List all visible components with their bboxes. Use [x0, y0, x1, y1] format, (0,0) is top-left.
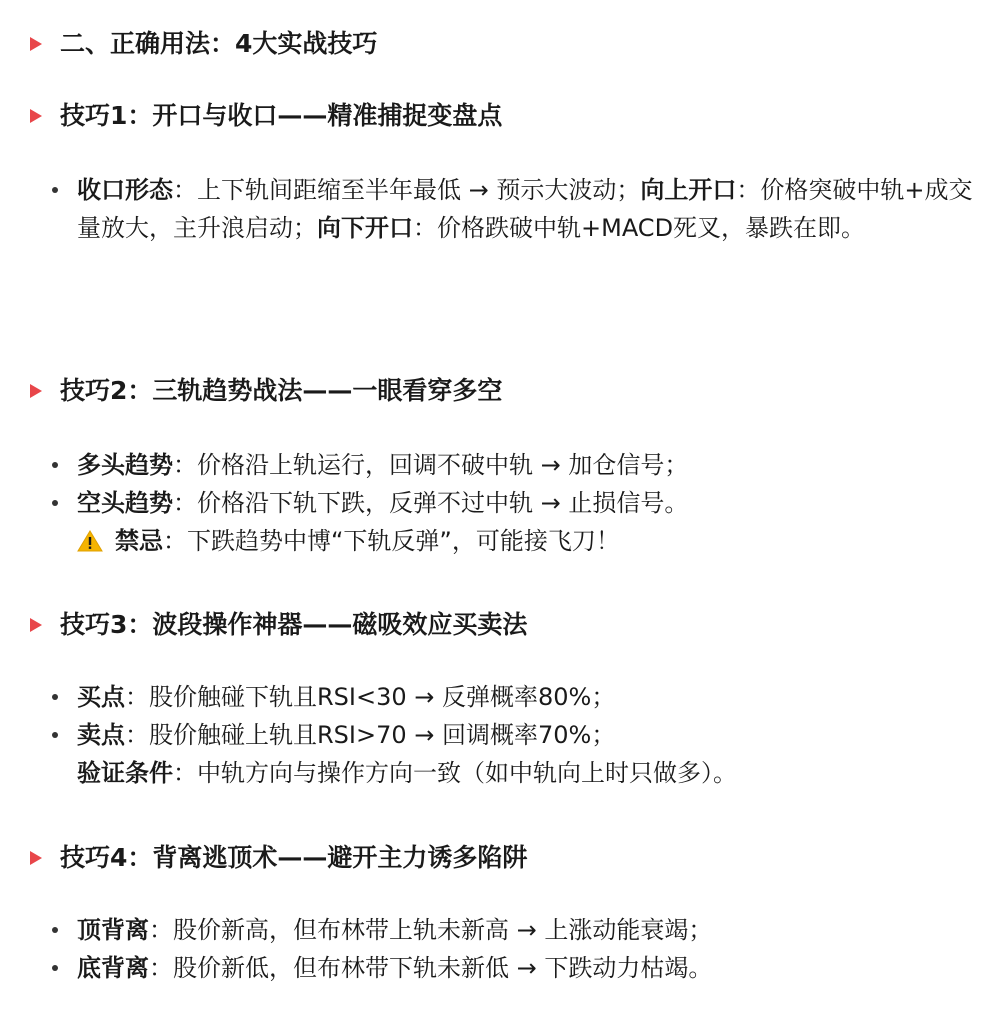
list-item — [44, 911, 984, 949]
item-text: ：上下轨间距缩至半年最低 → 预示大波动； — [173, 176, 641, 204]
item-text: ：下跌趋势中博“下轨反弹”，可能接飞刀！ — [163, 527, 620, 555]
item-text: ：价格沿上轨运行，回调不破中轨 → 加仓信号； — [173, 451, 689, 479]
item-text: ：中轨方向与操作方向一致（如中轨向上时只做多）。 — [173, 759, 737, 787]
bullet-dot-icon — [52, 927, 58, 933]
triangle-bullet-icon — [30, 851, 42, 865]
term: 空头趋势 — [77, 489, 173, 517]
tip-heading-3 — [30, 607, 527, 643]
term: 向上开口 — [640, 176, 737, 204]
tip-heading-2 — [30, 373, 502, 409]
item-text: ：价格沿下轨下跌，反弹不过中轨 → 止损信号。 — [173, 489, 689, 517]
term: 底背离 — [77, 954, 149, 982]
bullet-dot-icon — [52, 694, 58, 700]
term: 禁忌 — [115, 527, 163, 555]
term: 买点 — [77, 683, 125, 711]
tip-title: 技巧2：三轨趋势战法——一眼看穿多空 — [60, 376, 503, 405]
tip-2-content — [44, 446, 984, 560]
term: 顶背离 — [77, 916, 149, 944]
bullet-dot-icon — [52, 732, 58, 738]
list-item — [44, 716, 984, 754]
item-text: ：价格突破中轨+成交量放大，主升浪启动； — [77, 176, 973, 242]
tip-title: 技巧1：开口与收口——精准捕捉变盘点 — [60, 101, 503, 130]
term: 多头趋势 — [77, 451, 173, 479]
bullet-dot-icon — [52, 965, 58, 971]
triangle-bullet-icon — [30, 384, 42, 398]
item-text: ：股价触碰下轨且RSI<30 → 反弹概率80%； — [125, 683, 616, 711]
tip-4-content — [44, 911, 984, 987]
tip-heading-4 — [30, 840, 527, 876]
tip-1-content — [44, 171, 984, 247]
list-item — [44, 678, 984, 716]
bullet-dot-icon — [52, 462, 58, 468]
triangle-bullet-icon — [30, 37, 42, 51]
list-item — [44, 484, 984, 522]
item-text: ：股价新低，但布林带下轨未新低 → 下跌动力枯竭。 — [149, 954, 713, 982]
tip-3-content — [44, 678, 984, 792]
note-line — [44, 754, 984, 792]
bullet-dot-icon — [52, 500, 58, 506]
list-item — [44, 171, 984, 247]
tip-title: 技巧4：背离逃顶术——避开主力诱多陷阱 — [60, 843, 528, 872]
term: 卖点 — [77, 721, 125, 749]
tip-heading-1 — [30, 98, 502, 134]
warning-icon — [77, 530, 103, 552]
warning-line — [44, 522, 984, 560]
triangle-bullet-icon — [30, 618, 42, 632]
term: 收口形态 — [77, 176, 173, 204]
term: 验证条件 — [77, 759, 173, 787]
section-title: 二、正确用法：4大实战技巧 — [60, 29, 378, 58]
tip-title: 技巧3：波段操作神器——磁吸效应买卖法 — [60, 610, 528, 639]
list-item — [44, 446, 984, 484]
triangle-bullet-icon — [30, 109, 42, 123]
section-heading — [30, 26, 377, 62]
list-item — [44, 949, 984, 987]
item-text: ：股价新高，但布林带上轨未新高 → 上涨动能衰竭； — [149, 916, 713, 944]
item-text: ：股价触碰上轨且RSI>70 → 回调概率70%； — [125, 721, 616, 749]
item-text: ：价格跌破中轨+MACD死叉，暴跌在即。 — [413, 214, 866, 242]
term: 向下开口 — [317, 214, 413, 242]
bullet-dot-icon — [52, 187, 58, 193]
